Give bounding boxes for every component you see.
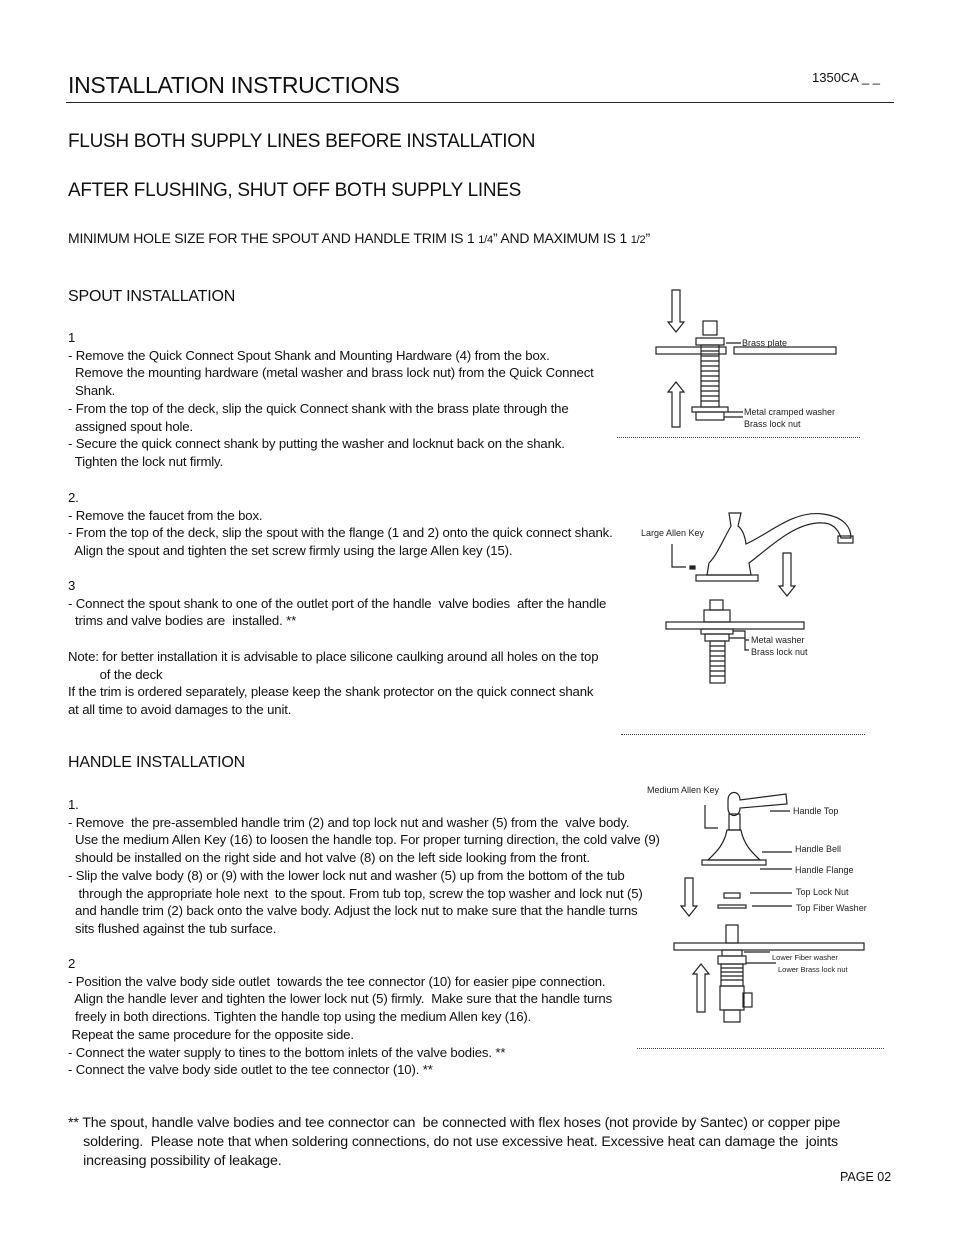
spout-step-3: 3 - Connect the spout shank to one of the outlet port of the handle valve bodies after the handle trims and valve bodies are installed. **	[68, 578, 607, 629]
handle-bell-label: Handle Bell	[795, 844, 842, 854]
top-lock-nut	[724, 893, 740, 898]
handle-bell	[708, 830, 760, 860]
hole-size-middle: ” AND MAXIMUM IS 1	[492, 230, 631, 246]
page-number: PAGE 02	[840, 1170, 892, 1184]
model-number: 1350CA _ _	[812, 70, 880, 85]
spout-diagram	[635, 500, 865, 690]
page-title: INSTALLATION INSTRUCTIONS	[68, 72, 400, 98]
quick-connect-top	[710, 600, 723, 610]
divider-1	[617, 437, 860, 438]
valve-body-base	[720, 986, 744, 1010]
arrow-down-icon	[779, 553, 795, 596]
brass-plate-label: Brass plate	[742, 338, 788, 348]
arrow-down-icon	[668, 290, 684, 332]
flush-heading: FLUSH BOTH SUPPLY LINES BEFORE INSTALLATION	[68, 131, 536, 152]
handle-installation-heading: HANDLE INSTALLATION	[68, 754, 245, 771]
metal-cramped-washer-label: Metal cramped washer	[744, 407, 836, 417]
brass-lock-nut	[705, 634, 729, 641]
top-fiber-washer	[718, 905, 746, 908]
spout-step-1: 1 - Remove the Quick Connect Spout Shank and Mounting Hardware (4) from the box. Remove the mounting hardware (metal washer and brass lock nut) from the Quick Connect Shank. - From the top of the deck, slip the quick Connect shank with the brass plate through the assigned spout hole. - Secure the quick connect shank by putting the washer and locknut back on the shank. Tighten the lock nut firmly.	[68, 330, 594, 469]
shank-diagram	[615, 285, 845, 435]
arrow-up-icon	[693, 964, 709, 1012]
deck-right	[734, 347, 836, 354]
divider-3	[637, 1048, 884, 1049]
spout-body	[707, 513, 851, 575]
hole-size-note	[68, 230, 650, 246]
handle-top-label: Handle Top	[793, 806, 839, 816]
handle-step-2: 2 - Position the valve body side outlet towards the tee connector (10) for easier pipe connection. Align the handle lever and tighten the lower lock nut (5) firmly. Make sure that the handle turns freely in both directions. Tighten the handle top using the medium Allen key (16). Repeat the same procedure for the opposite side. - Connect the water supply to tines to the bottom inlets of the valve bodies. ** - Connect the valve body side outlet to the tee connector (10). **	[68, 956, 613, 1078]
brass-lock-nut-label: Brass lock nut	[751, 647, 808, 657]
brass-plate	[696, 338, 724, 345]
hole-size-prefix: MINIMUM HOLE SIZE FOR THE SPOUT AND HANDLE TRIM IS 1	[68, 230, 479, 246]
valve-stem	[726, 925, 738, 943]
brass-lock-nut-label: Brass lock nut	[744, 419, 801, 429]
valve-body	[721, 964, 743, 986]
metal-washer	[701, 629, 733, 634]
spout-flange	[696, 575, 758, 581]
deck	[666, 622, 804, 629]
valve-inlet	[724, 1010, 740, 1022]
metal-cramped-washer	[692, 407, 728, 412]
large-allen-key-icon	[672, 544, 686, 567]
medium-allen-key-icon	[705, 805, 718, 828]
large-allen-key-label: Large Allen Key	[641, 528, 705, 538]
shutoff-heading: AFTER FLUSHING, SHUT OFF BOTH SUPPLY LINES	[68, 180, 521, 201]
lower-brass-lock-nut	[718, 956, 746, 964]
handle-top	[728, 793, 787, 816]
arrow-up-icon	[668, 382, 684, 427]
spout-step-2: 2. - Remove the faucet from the box. - From the top of the deck, slip the spout with the flange (1 and 2) onto the quick connect shank. Align the spout and tighten the set screw firmly using the large Allen key (15).	[68, 490, 613, 559]
handle-step-1: 1. - Remove the pre-assembled handle trim (2) and top lock nut and washer (5) from the valve body. Use the medium Allen Key (16) to loosen the handle top. For proper turning direction, the cold valve (9) should be installed on the right side and hot valve (8) on the left side looking from the front. - Slip the valve body (8) or (9) with the lower lock nut and washer (5) up from the bottom of the tub through the appropriate hole next to the spout. From tub top, screw the top washer and lock nut (5) and handle trim (2) back onto the valve body. Adjust the lock nut to make sure that the handle turns sits flushed against the tub surface.	[68, 797, 660, 936]
hole-size-min-fraction: 1/4	[478, 234, 493, 246]
title-rule	[66, 102, 894, 103]
hole-size-suffix: ”	[645, 230, 650, 246]
lower-fiber-washer-label: Lower Fiber washer	[772, 953, 838, 962]
divider-2	[621, 734, 865, 735]
top-fiber-washer-label: Top Fiber Washer	[796, 903, 867, 913]
metal-washer-label: Metal washer	[751, 635, 805, 645]
handle-diagram	[640, 780, 880, 1025]
shank-top	[703, 321, 717, 335]
handle-flange-label: Handle Flange	[795, 865, 854, 875]
medium-allen-key-label: Medium Allen Key	[647, 785, 720, 795]
brass-lock-nut	[696, 412, 724, 420]
hole-size-max-fraction: 1/2	[630, 234, 646, 246]
footnote: ** The spout, handle valve bodies and tee connector can be connected with flex hoses (not provide by Santec) or copper pipe soldering. Please note that when soldering connections, do not use excessive heat. Excessive heat can damage the joints increasing possibility of leakage.	[68, 1115, 841, 1169]
arrow-down-icon	[681, 878, 697, 916]
top-lock-nut-label: Top Lock Nut	[796, 887, 849, 897]
handle-neck	[729, 814, 740, 830]
handle-flange	[702, 860, 766, 865]
deck	[674, 943, 864, 950]
spout-note: Note: for better installation it is advisable to place silicone caulking around all holes on the top of the deck If the trim is ordered separately, please keep the shank protector on the quick connect shank at all time to avoid damages to the unit.	[68, 649, 599, 718]
spout-installation-heading: SPOUT INSTALLATION	[68, 288, 236, 305]
lower-brass-lock-nut-label: Lower Brass lock nut	[778, 965, 848, 974]
shank-thread	[710, 641, 725, 683]
shank-plate	[704, 610, 730, 622]
lower-fiber-washer	[722, 950, 742, 956]
